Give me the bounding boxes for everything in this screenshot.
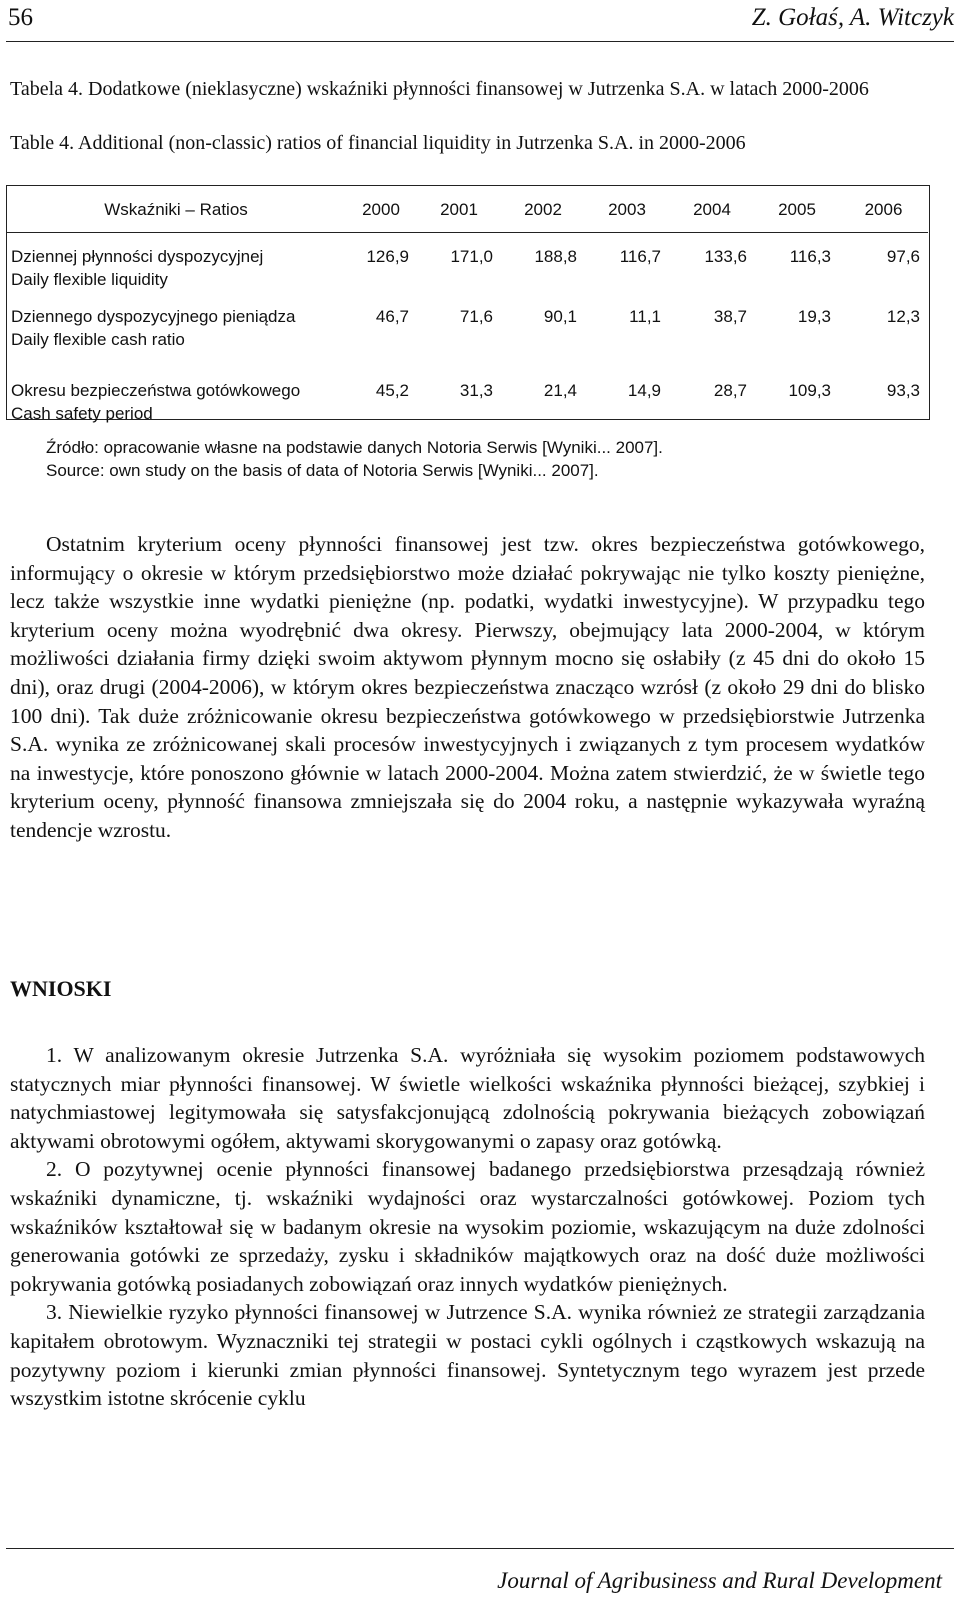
table-cell: 28,7: [713, 381, 747, 400]
column-header-year: 2000: [345, 186, 417, 233]
row-label-pl: Dziennego dyspozycyjnego pieniądza: [11, 307, 296, 326]
table-cell: 116,3: [789, 247, 831, 266]
table-header-row: [7, 186, 928, 233]
table-cell: 45,2: [375, 381, 409, 400]
table-cell: 11,1: [629, 307, 661, 326]
table-cell: 21,4: [543, 381, 577, 400]
row-label-pl: Okresu bezpieczeństwa gotówkowego: [11, 381, 301, 400]
table-cell: 19,3: [797, 307, 831, 326]
running-head-authors: Z. Gołaś, A. Witczyk: [751, 4, 954, 31]
header-rule: [6, 41, 954, 42]
table-cell: 93,3: [886, 381, 920, 400]
table-caption-pl: Tabela 4. Dodatkowe (nieklasyczne) wskaźniki płynności finansowej w Jutrzenka S.A. w latach 2000-2006: [10, 78, 869, 100]
ratios-table: [7, 186, 928, 435]
footer-rule: [6, 1548, 954, 1549]
column-header-year: 2001: [417, 186, 501, 233]
conclusions: [10, 1041, 925, 1413]
table-cell: 14,9: [627, 381, 661, 400]
table-row: [7, 291, 928, 377]
journal-footer: Journal of Agribusiness and Rural Development: [497, 1568, 942, 1593]
table-source-en: Source: own study on the basis of data of Notoria Serwis [Wyniki... 2007].: [46, 461, 599, 480]
table-cell: 171,0: [450, 247, 493, 266]
table-cell: 133,6: [704, 247, 747, 266]
row-label-en: Cash safety period: [11, 404, 153, 423]
table-cell: 46,7: [375, 307, 409, 326]
column-header-year: 2002: [501, 186, 585, 233]
table-cell: 90,1: [543, 307, 577, 326]
column-header-year: 2004: [669, 186, 755, 233]
conclusion-item: 3. Niewielkie ryzyko płynności finansowej w Jutrzence S.A. wynika również ze strategii zarządzania kapitałem obrotowym. Wyznaczniki tej strategii w postaci cykli ogólnych i cząstkowych wskazują na pozytywny poziom i kierunki zmian płynności finansowej. Syntetycznym tego wyrazem jest przede wszystkim istotne skrócenie cyklu: [10, 1300, 925, 1411]
column-header-year: 2005: [755, 186, 839, 233]
column-header-year: 2006: [839, 186, 928, 233]
ratios-table-frame: [6, 185, 930, 423]
table-row: [7, 377, 928, 435]
table-cell: 116,7: [619, 247, 661, 266]
table-cell: 126,9: [366, 247, 409, 266]
table-source: [46, 436, 663, 482]
row-label-en: Daily flexible liquidity: [11, 270, 168, 289]
table-cell: 109,3: [788, 381, 831, 400]
table-source-pl: Źródło: opracowanie własne na podstawie danych Notoria Serwis [Wyniki... 2007].: [46, 438, 663, 457]
table-cell: 31,3: [459, 381, 493, 400]
column-header-ratios: Wskaźniki – Ratios: [7, 186, 345, 233]
conclusion-item: 1. W analizowanym okresie Jutrzenka S.A. wyróżniała się wysokim poziomem podstawowych statycznych miar płynności finansowej. W świetle wielkości wskaźnika płynności bieżącej, szybkiej i natychmiastowej legitymowała się satysfakcjonującą zdolnością pokrywania bieżących zobowiązań aktywami obrotowymi ogółem, aktywami skorygowanymi o zapasy oraz gotówką.: [10, 1043, 925, 1153]
paragraph-text: Ostatnim kryterium oceny płynności finansowej jest tzw. okres bezpieczeństwa gotówkowego, informujący o okresie w którym przedsiębiorstwo może działać pokrywając nie tylko koszty pieniężne, lecz także wszystkie inne wydatki pieniężne (np. podatki, wydatki inwestycyjne). W przypadku tego kryterium oceny można wyodrębnić dwa okresy. Pierwszy, obejmujący lata 2000-2004, w którym możliwości działania firmy dzięki swoim aktywom płynnym mocno się osłabiły (z 45 dni do około 15 dni), oraz drugi (2004-2006), w którym okres bezpieczeństwa znacząco wzrósł (z około 29 dni do blisko 100 dni). Tak duże zróżnicowanie okresu bezpieczeństwa gotówkowego w przedsiębiorstwie Jutrzenka S.A. wynika ze zróżnicowanej skali procesów inwestycyjnych i związanych z tym procesem wydatków na inwestycje, które ponoszono głównie w latach 2000-2004. Można zatem stwierdzić, że w świetle tego kryterium oceny, płynność finansowa zmniejszała się do 2004 roku, a następnie wykazywała wyraźną tendencje wzrostu.: [10, 532, 925, 842]
body-paragraph: [10, 530, 925, 845]
table-cell: 97,6: [886, 247, 920, 266]
section-heading: WNIOSKI: [10, 976, 112, 1001]
conclusion-item: 2. O pozytywnej ocenie płynności finansowej badanego przedsiębiorstwa przesądzają również wskaźniki dynamiczne, tj. wskaźniki wydajności oraz wystarczalności gotówkowej. Poziom tych wskaźników kształtował się w badanym okresie na wysokim poziomie, wskazującym na duże zdolności generowania gotówki ze sprzedaży, zysku i składników majątkowych oraz na dość duże możliwości pokrywania gotówką posiadanych zobowiązań oraz innych wydatków pieniężnych.: [10, 1157, 925, 1296]
row-label: [7, 233, 345, 292]
row-label-en: Daily flexible cash ratio: [11, 330, 185, 349]
table-caption-en: Table 4. Additional (non-classic) ratios of financial liquidity in Jutrzenka S.A. in 2000-2006: [10, 132, 746, 154]
row-label: [7, 377, 345, 435]
table-row: [7, 233, 928, 292]
table-cell: 71,6: [459, 307, 493, 326]
table-cell: 12,3: [886, 307, 920, 326]
table-cell: 38,7: [713, 307, 747, 326]
row-label-pl: Dziennej płynności dyspozycyjnej: [11, 247, 264, 266]
page-number: 56: [8, 4, 33, 31]
row-label: [7, 291, 345, 377]
table-cell: 188,8: [534, 247, 577, 266]
column-header-year: 2003: [585, 186, 669, 233]
